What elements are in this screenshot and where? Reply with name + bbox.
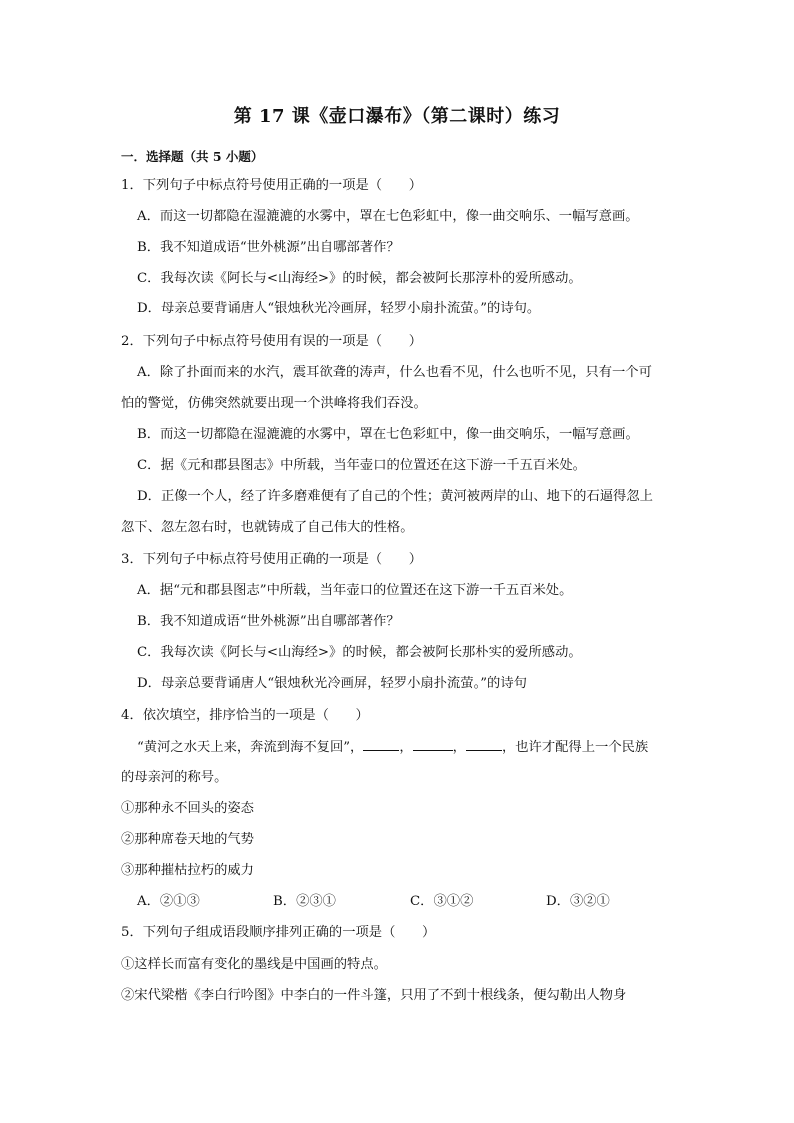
q4-choice-c: C．③①② bbox=[410, 894, 474, 909]
q1-option-b: B．我不知道成语“世外桃源”出自哪部著作？ bbox=[137, 240, 400, 255]
q2-option-a: A．除了扑面而来的水汽，震耳欲聋的涛声，什么也看不见，什么也听不见，只有一个可 bbox=[137, 365, 652, 380]
q4-stem: 4．依次填空，排序恰当的一项是（ ） bbox=[121, 708, 369, 723]
q4-item-1: ①那种永不回头的姿态 bbox=[121, 801, 254, 816]
q3-option-d: D．母亲总要背诵唐人“银烛秋光冷画屏，轻罗小扇扑流萤。”的诗句 bbox=[137, 676, 527, 691]
q2-option-a-cont: 怕的警觉，仿佛突然就要出现一个洪峰将我们吞没。 bbox=[121, 396, 427, 411]
q4-choice-d: D．③②① bbox=[546, 894, 610, 909]
q1-option-c: C．我每次读《阿长与<山海经>》的时候，都会被阿长那淳朴的爱所感动。 bbox=[137, 271, 582, 286]
q4-passage bbox=[137, 738, 648, 757]
q3-stem: 3．下列句子中标点符号使用正确的一项是（ ） bbox=[121, 552, 422, 567]
q2-option-d-cont: 忽下、忽左忽右时，也就铸成了自己伟大的性格。 bbox=[121, 520, 414, 535]
q5-item-2: ②宋代梁楷《李白行吟图》中李白的一件斗篷，只用了不到十根线条，便勾勒出人物身 bbox=[121, 988, 627, 1003]
fill-blank bbox=[363, 738, 399, 751]
q2-stem: 2．下列句子中标点符号使用有误的一项是（ ） bbox=[121, 334, 422, 349]
q4-passage-end: ，也许才配得上一个民族 bbox=[501, 740, 649, 755]
q1-option-d: D．母亲总要背诵唐人“银烛秋光冷画屏，轻罗小扇扑流萤。”的诗句。 bbox=[137, 301, 541, 316]
q4-choice-a: A．②①③ bbox=[137, 894, 200, 909]
q5-stem: 5．下列句子组成语段顺序排列正确的一项是（ ） bbox=[121, 925, 436, 940]
q4-item-2: ②那种席卷天地的气势 bbox=[121, 832, 254, 847]
fill-blank bbox=[466, 738, 502, 751]
q4-choice-b: B．②③① bbox=[273, 894, 336, 909]
q4-passage-start: “黄河之水天上来，奔流到海不复回”， bbox=[137, 740, 364, 755]
fill-blank bbox=[413, 738, 453, 751]
q4-sep: ， bbox=[452, 740, 466, 755]
q3-option-c: C．我每次读《阿长与<山海经>》的时候，都会被阿长那朴实的爱所感动。 bbox=[137, 645, 582, 660]
section-heading: 一．选择题（共 5 小题） bbox=[121, 149, 264, 164]
q3-option-b: B．我不知道成语“世外桃源”出自哪部著作？ bbox=[137, 614, 400, 629]
q2-option-d: D．正像一个人，经了许多磨难便有了自己的个性；黄河被两岸的山、地下的石逼得忽上 bbox=[137, 489, 653, 504]
q4-passage-cont: 的母亲河的称号。 bbox=[121, 770, 228, 785]
q2-option-c: C．据《元和郡县图志》中所载，当年壶口的位置还在这下游一千五百米处。 bbox=[137, 458, 586, 473]
q3-option-a: A．据“元和郡县图志”中所载，当年壶口的位置还在这下游一千五百米处。 bbox=[137, 583, 573, 598]
q1-option-a: A．而这一切都隐在湿漉漉的水雾中，罩在七色彩虹中，像一曲交响乐、一幅写意画。 bbox=[137, 209, 639, 224]
page-title: 第 17 课《壶口瀑布》（第二课时）练习 bbox=[233, 106, 561, 127]
q4-sep: ， bbox=[399, 740, 413, 755]
q5-item-1: ①这样长而富有变化的墨线是中国画的特点。 bbox=[121, 957, 387, 972]
q4-item-3: ③那种摧枯拉朽的威力 bbox=[121, 863, 254, 878]
q1-stem: 1．下列句子中标点符号使用正确的一项是（ ） bbox=[121, 178, 422, 193]
q2-option-b: B．而这一切都隐在湿漉漉的水雾中，罩在七色彩虹中，像一曲交响乐，一幅写意画。 bbox=[137, 427, 639, 442]
